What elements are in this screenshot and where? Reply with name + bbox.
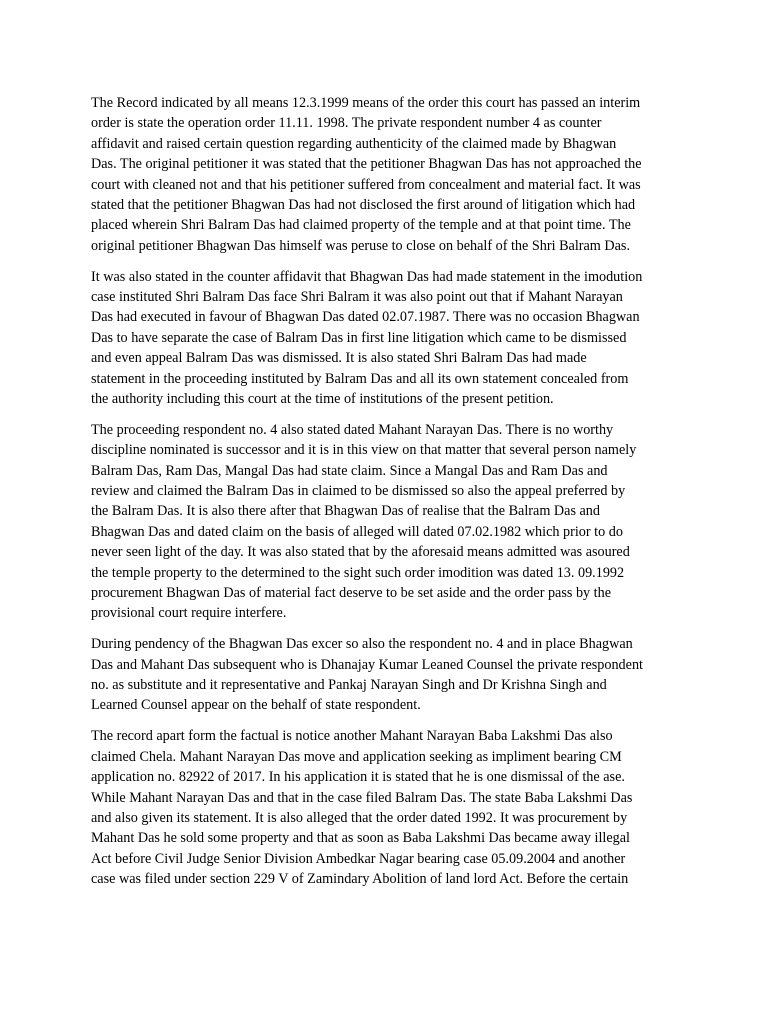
text-line: Mahant Das he sold some property and that as soon as Baba Lakshmi Das became away illegal <box>91 830 630 847</box>
paragraph-2 <box>91 267 691 410</box>
paragraph-1 <box>91 93 691 256</box>
document-page <box>91 93 691 900</box>
text-line: provisional court require interfere. <box>91 605 287 622</box>
text-line: affidavit and raised certain question regarding authenticity of the claimed made by Bhagwan <box>91 135 617 152</box>
text-line: claimed Chela. Mahant Narayan Das move and application seeking as impliment bearing CM <box>91 748 622 765</box>
text-line: The record apart form the factual is notice another Mahant Narayan Baba Lakshmi Das also <box>91 728 613 745</box>
text-line: While Mahant Narayan Das and that in the case filed Balram Das. The state Baba Lakshmi Das <box>91 789 633 806</box>
text-line: the Balram Das. It is also there after that Bhagwan Das of realise that the Balram Das and <box>91 503 600 520</box>
text-line: The proceeding respondent no. 4 also stated dated Mahant Narayan Das. There is no worthy <box>91 421 614 438</box>
text-line: case instituted Shri Balram Das face Shri Balram it was also point out that if Mahant Narayan <box>91 289 623 306</box>
text-line: application no. 82922 of 2017. In his application it is stated that he is one dismissal of the ase. <box>91 769 625 786</box>
text-line: case was filed under section 229 V of Zamindary Abolition of land lord Act. Before the certain <box>91 871 629 888</box>
text-line: the authority including this court at the time of institutions of the present petition. <box>91 390 554 407</box>
text-line: Act before Civil Judge Senior Division Ambedkar Nagar bearing case 05.09.2004 and another <box>91 850 626 867</box>
text-line: order is state the operation order 11.11. 1998. The private respondent number 4 as counter <box>91 115 602 132</box>
text-line: Das had executed in favour of Bhagwan Das dated 02.07.1987. There was no occasion Bhagwan <box>91 309 640 326</box>
text-line: It was also stated in the counter affidavit that Bhagwan Das had made statement in the imodution <box>91 268 643 285</box>
text-line: stated that the petitioner Bhagwan Das had not disclosed the first around of litigation which had <box>91 196 636 213</box>
text-line: Bhagwan Das and dated claim on the basis of alleged will dated 07.02.1982 which prior to do <box>91 523 623 540</box>
text-line: Das to have separate the case of Balram Das in first line litigation which came to be dismissed <box>91 329 627 346</box>
text-line: no. as substitute and it representative and Pankaj Narayan Singh and Dr Krishna Singh and <box>91 677 607 694</box>
text-line: placed wherein Shri Balram Das had claimed property of the temple and at that point time. The <box>91 217 631 234</box>
text-line: procurement Bhagwan Das of material fact deserve to be set aside and the order pass by the <box>91 584 612 601</box>
text-line: Das. The original petitioner it was stated that the petitioner Bhagwan Das has not approached the <box>91 156 642 173</box>
text-line: and also given its statement. It is also alleged that the order dated 1992. It was procurement by <box>91 809 628 826</box>
text-line: Learned Counsel appear on the behalf of state respondent. <box>91 697 421 714</box>
text-line: original petitioner Bhagwan Das himself was peruse to close on behalf of the Shri Balram Das. <box>91 237 630 254</box>
text-line: never seen light of the day. It was also stated that by the aforesaid means admitted was asoured <box>91 544 630 561</box>
text-line: Balram Das, Ram Das, Mangal Das had state claim. Since a Mangal Das and Ram Das and <box>91 462 608 479</box>
text-line: review and claimed the Balram Das in claimed to be dismissed so also the appeal preferred by <box>91 483 626 500</box>
paragraph-5 <box>91 726 691 889</box>
text-line: During pendency of the Bhagwan Das excer so also the respondent no. 4 and in place Bhagwan <box>91 636 633 653</box>
text-line: discipline nominated is successor and it is in this view on that matter that several person namely <box>91 442 637 459</box>
text-line: and even appeal Balram Das was dismissed. It is also stated Shri Balram Das had made <box>91 350 587 367</box>
text-line: court with cleaned not and that his petitioner suffered from concealment and material fact. It was <box>91 176 641 193</box>
text-line: the temple property to the determined to the sight such order imodition was dated 13. 09.1992 <box>91 564 625 581</box>
paragraph-3 <box>91 420 691 624</box>
text-line: statement in the proceeding instituted by Balram Das and all its own statement concealed from <box>91 370 629 387</box>
paragraph-4 <box>91 634 691 716</box>
text-line: Das and Mahant Das subsequent who is Dhanajay Kumar Leaned Counsel the private respondent <box>91 656 643 673</box>
text-line: The Record indicated by all means 12.3.1999 means of the order this court has passed an interim <box>91 95 641 111</box>
